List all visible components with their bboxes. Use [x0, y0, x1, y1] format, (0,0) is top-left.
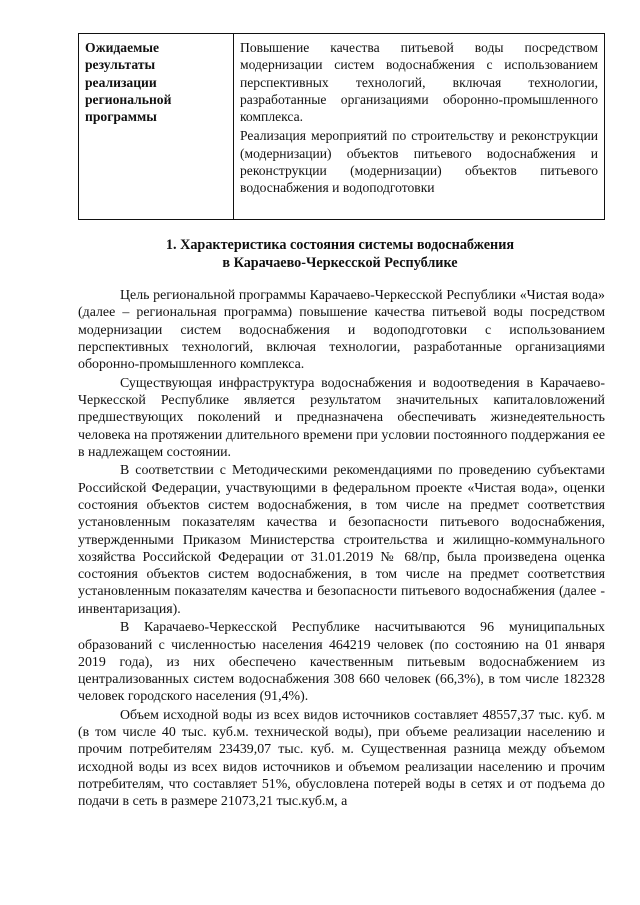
expected-results-value	[234, 34, 605, 220]
table-paragraph: Реализация мероприятий по строительству и реконструкции (модернизации) объектов питьевого водоснабжения и реконструкции (модернизации) объектов питьевого водоснабжения и водоподготовки	[240, 128, 598, 196]
table-row	[79, 34, 605, 220]
body-paragraph: Цель региональной программы Карачаево-Черкесской Республики «Чистая вода» (далее – региональная программа) повышение качества питьевой воды посредством модернизации систем водоснабжения и водоподготовки с использованием перспективных технологий, включая технологии, разработанные организациями оборонно-промышленного комплекса.	[78, 288, 605, 373]
section-heading-line: в Карачаево-Черкесской Республике	[222, 255, 458, 271]
section-heading-line: 1. Характеристика состояния системы водоснабжения	[165, 237, 515, 253]
section-heading	[100, 236, 580, 272]
expected-results-label: Ожидаемые результаты реализации региональной программы	[79, 34, 234, 220]
body-paragraph: Объем исходной воды из всех видов источников составляет 48557,37 тыс. куб. м (в том числе 40 тыс. куб.м. технической воды), при объеме реализации населению и прочим потребителям 23439,07 тыс. куб. м. Существенная разница между объемом исходной воды из всех видов источников и объемом реализации населению и прочим потребителям, что составляет 51%, обусловлена потерей воды в сетях и от подъема до подачи в сеть в размере 21073,21 тыс.куб.м, а	[78, 707, 605, 810]
program-passport-table	[78, 33, 605, 220]
table-paragraph: Повышение качества питьевой воды посредством модернизации систем водоснабжения с использованием перспективных технологий, включая технологии, разработанные организациями оборонно-промышленного комплекса.	[240, 40, 598, 125]
body-text	[78, 287, 605, 812]
body-paragraph: В соответствии с Методическими рекомендациями по проведению субъектами Российской Федерации, участвующими в федеральном проекте «Чистая вода», оценки состояния объектов систем водоснабжения, в том числе на предмет соответствия установленным показателям качества и безопасности питьевого водоснабжения, утвержденными Приказом Министерства строительства и жилищно-коммунального хозяйства Российской Федерации от 31.01.2019 № 68/пр, была произведена оценка состояния объектов систем водоснабжения, в том числе на предмет соответствия установленным показателям качества и безопасности питьевого водоснабжения (далее - инвентаризация).	[78, 463, 605, 617]
body-paragraph: В Карачаево-Черкесской Республике насчитываются 96 муниципальных образований с численностью населения 464219 человек (по состоянию на 01 января 2019 года), из них обеспечено качественным питьевым водоснабжением из централизованных систем водоснабжения 308 660 человек (66,3%), в том числе 182328 человек городского населения (91,4%).	[78, 620, 605, 705]
body-paragraph: Существующая инфраструктура водоснабжения и водоотведения в Карачаево-Черкесской Республике является результатом значительных капиталовложений предшествующих поколений и предназначена обеспечивать жизнедеятельность человека на протяжении длительного времени при условии постоянного поддержания ее в надлежащем состоянии.	[78, 375, 605, 460]
